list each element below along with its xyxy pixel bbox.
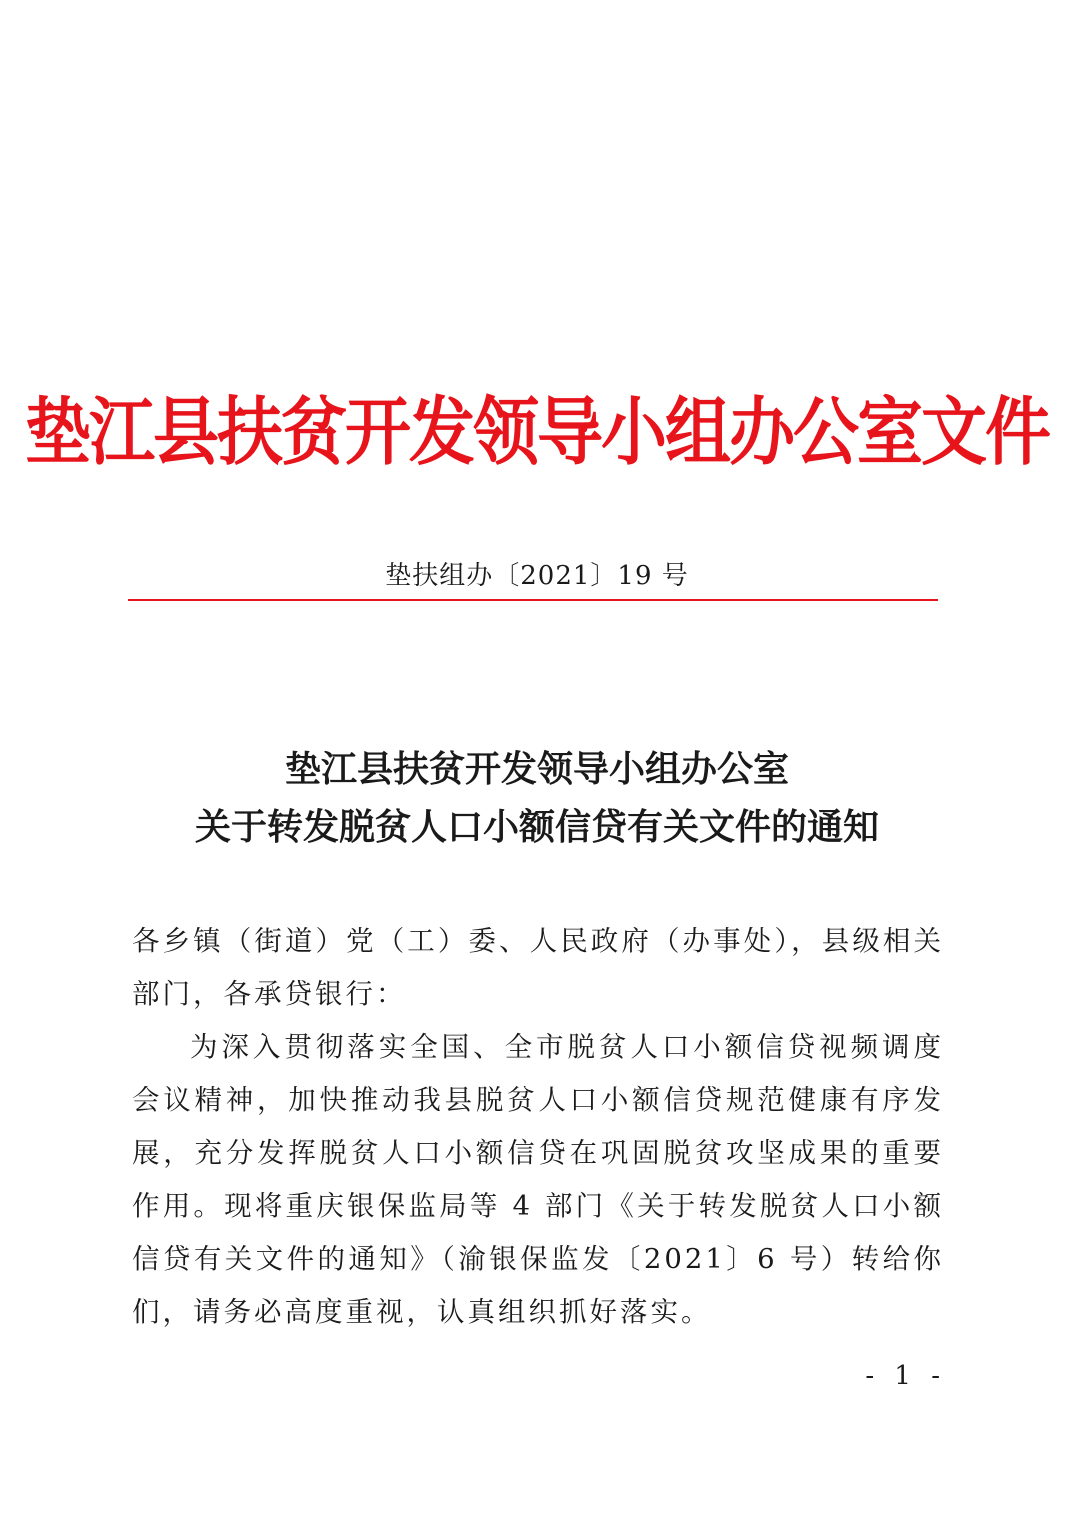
title-line-1: 垫江县扶贫开发领导小组办公室	[284, 748, 789, 790]
body-paragraph: 为深入贯彻落实全国、全市脱贫人口小额信贷视频调度会议精神，加快推动我县脱贫人口小额信贷规范健康有序发展，充分发挥脱贫人口小额信贷在巩固脱贫攻坚成果的重要作用。现将重庆银保监局等 4 部门《关于转发脱贫人口小额信贷有关文件的通知》（渝银保监发〔2021〕6 号）转给你们，请务必高度重视，认真组织抓好落实。	[132, 1031, 944, 1328]
document-masthead: 垫江县扶贫开发领导小组办公室文件	[25, 389, 1049, 476]
red-separator-line	[128, 599, 938, 601]
document-body	[132, 915, 944, 1339]
salutation: 各乡镇（街道）党（工）委、人民政府（办事处），县级相关部门，各承贷银行：	[132, 925, 944, 1010]
document-title	[0, 740, 1074, 856]
document-number: 垫扶组办〔2021〕19 号	[385, 561, 689, 591]
title-line-2: 关于转发脱贫人口小额信贷有关文件的通知	[194, 806, 879, 848]
page-number: - 1 -	[865, 1361, 946, 1391]
